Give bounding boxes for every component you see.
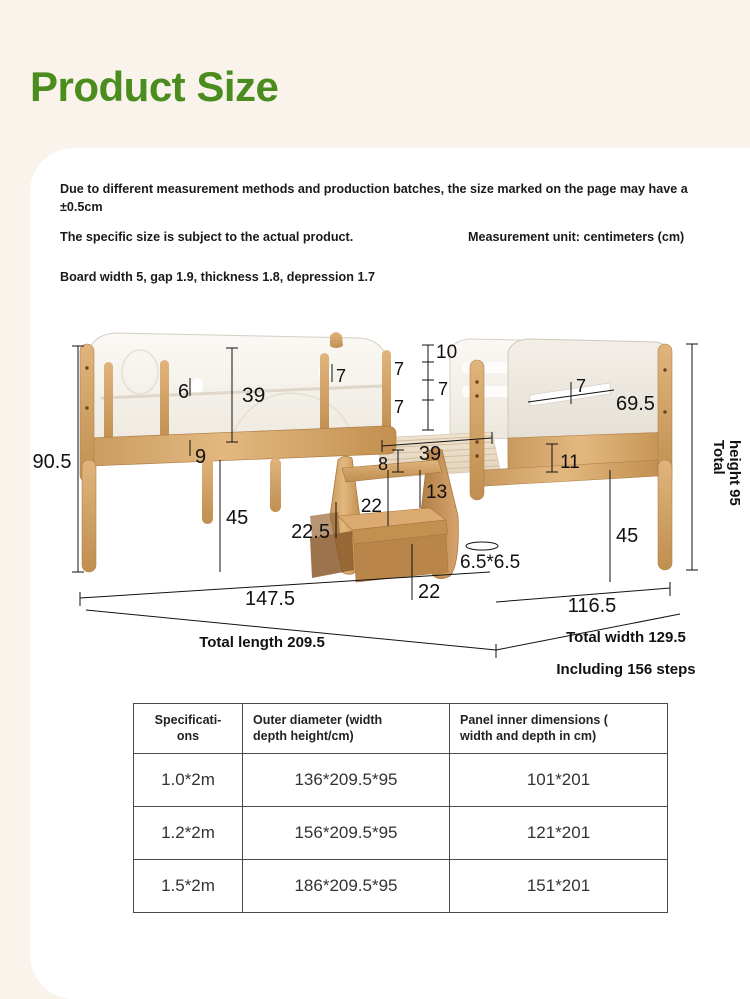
dim-including-steps: Including 156 steps [556, 661, 696, 678]
header-spec-line1: Specificati- [154, 713, 222, 727]
cell-spec: 1.0*2m [134, 754, 243, 807]
dim-total-height-line2: height 95 [726, 440, 743, 506]
dim-left-total-height: 90.5 [32, 451, 72, 473]
header-outer-line1: Outer diameter (width [253, 713, 383, 727]
table-row [134, 860, 668, 913]
dim-rail-thickness: 9 [195, 446, 207, 468]
dim-headboard-slot: 7 [576, 376, 587, 396]
note-board-specs: Board width 5, gap 1.9, thickness 1.8, depression 1.7 [60, 270, 375, 284]
dim-slot-top: 10 [436, 342, 458, 363]
page-title: Product Size [30, 63, 279, 110]
table-row [134, 754, 668, 807]
dim-step-tread: 22.5 [291, 521, 330, 543]
cell-outer: 136*209.5*95 [243, 754, 450, 807]
bed-illustration [80, 332, 672, 582]
header-outer-line2: depth height/cm) [253, 728, 354, 743]
table-header-row [134, 704, 668, 754]
dim-step-lower: 22 [418, 581, 441, 603]
dim-post-section: 6.5*6.5 [460, 552, 521, 573]
dim-slot-upper: 7 [393, 359, 404, 379]
dim-right-leg: 45 [616, 525, 639, 547]
dim-width-inner: 116.5 [567, 595, 617, 617]
cell-inner: 121*201 [450, 807, 668, 860]
cell-outer: 186*209.5*95 [243, 860, 450, 913]
cell-inner: 151*201 [450, 860, 668, 913]
header-inner-line1: Panel inner dimensions ( [460, 713, 608, 727]
table-header-panel-inner [450, 704, 668, 754]
dim-headboard-width: 69.5 [616, 393, 655, 415]
dim-slot-lower: 7 [393, 397, 404, 417]
note-measurement-unit: Measurement unit: centimeters (cm) [468, 230, 685, 244]
cell-spec: 1.2*2m [134, 807, 243, 860]
cell-inner: 101*201 [450, 754, 668, 807]
dim-length-inner: 147.5 [244, 588, 296, 610]
dim-headboard-apron: 11 [560, 452, 580, 473]
cell-spec: 1.5*2m [134, 860, 243, 913]
dim-step-depth: 13 [426, 482, 448, 503]
table-header-outer-diameter [243, 704, 450, 754]
dim-total-length: Total length 209.5 [199, 634, 325, 651]
table-header-specifications [134, 704, 243, 754]
dim-left-leg: 45 [226, 507, 249, 529]
dimension-diagram [30, 320, 750, 690]
dim-total-height-line1: Total [710, 440, 727, 475]
dim-total-width: Total width 129.5 [566, 629, 686, 646]
dim-slot-mid: 7 [438, 379, 449, 399]
note-specific-size: The specific size is subject to the actual product. [60, 230, 354, 244]
dim-hole-7: 7 [336, 366, 347, 386]
dim-slat-to-step: 8 [377, 454, 388, 474]
dim-step-rise: 22 [360, 496, 382, 517]
specifications-table [133, 703, 668, 913]
table-row [134, 807, 668, 860]
cell-outer: 156*209.5*95 [243, 807, 450, 860]
dim-panel-height: 39 [242, 384, 266, 407]
dim-slat-width: 39 [418, 443, 442, 465]
note-disclaimer: Due to different measurement methods and production batches, the size marked on the page may have a ±0.5cm [60, 182, 688, 215]
header-inner-line2: width and depth in cm) [460, 728, 597, 743]
dim-guardrail-gap: 6 [178, 381, 190, 403]
header-spec-line2: ons [176, 728, 200, 743]
